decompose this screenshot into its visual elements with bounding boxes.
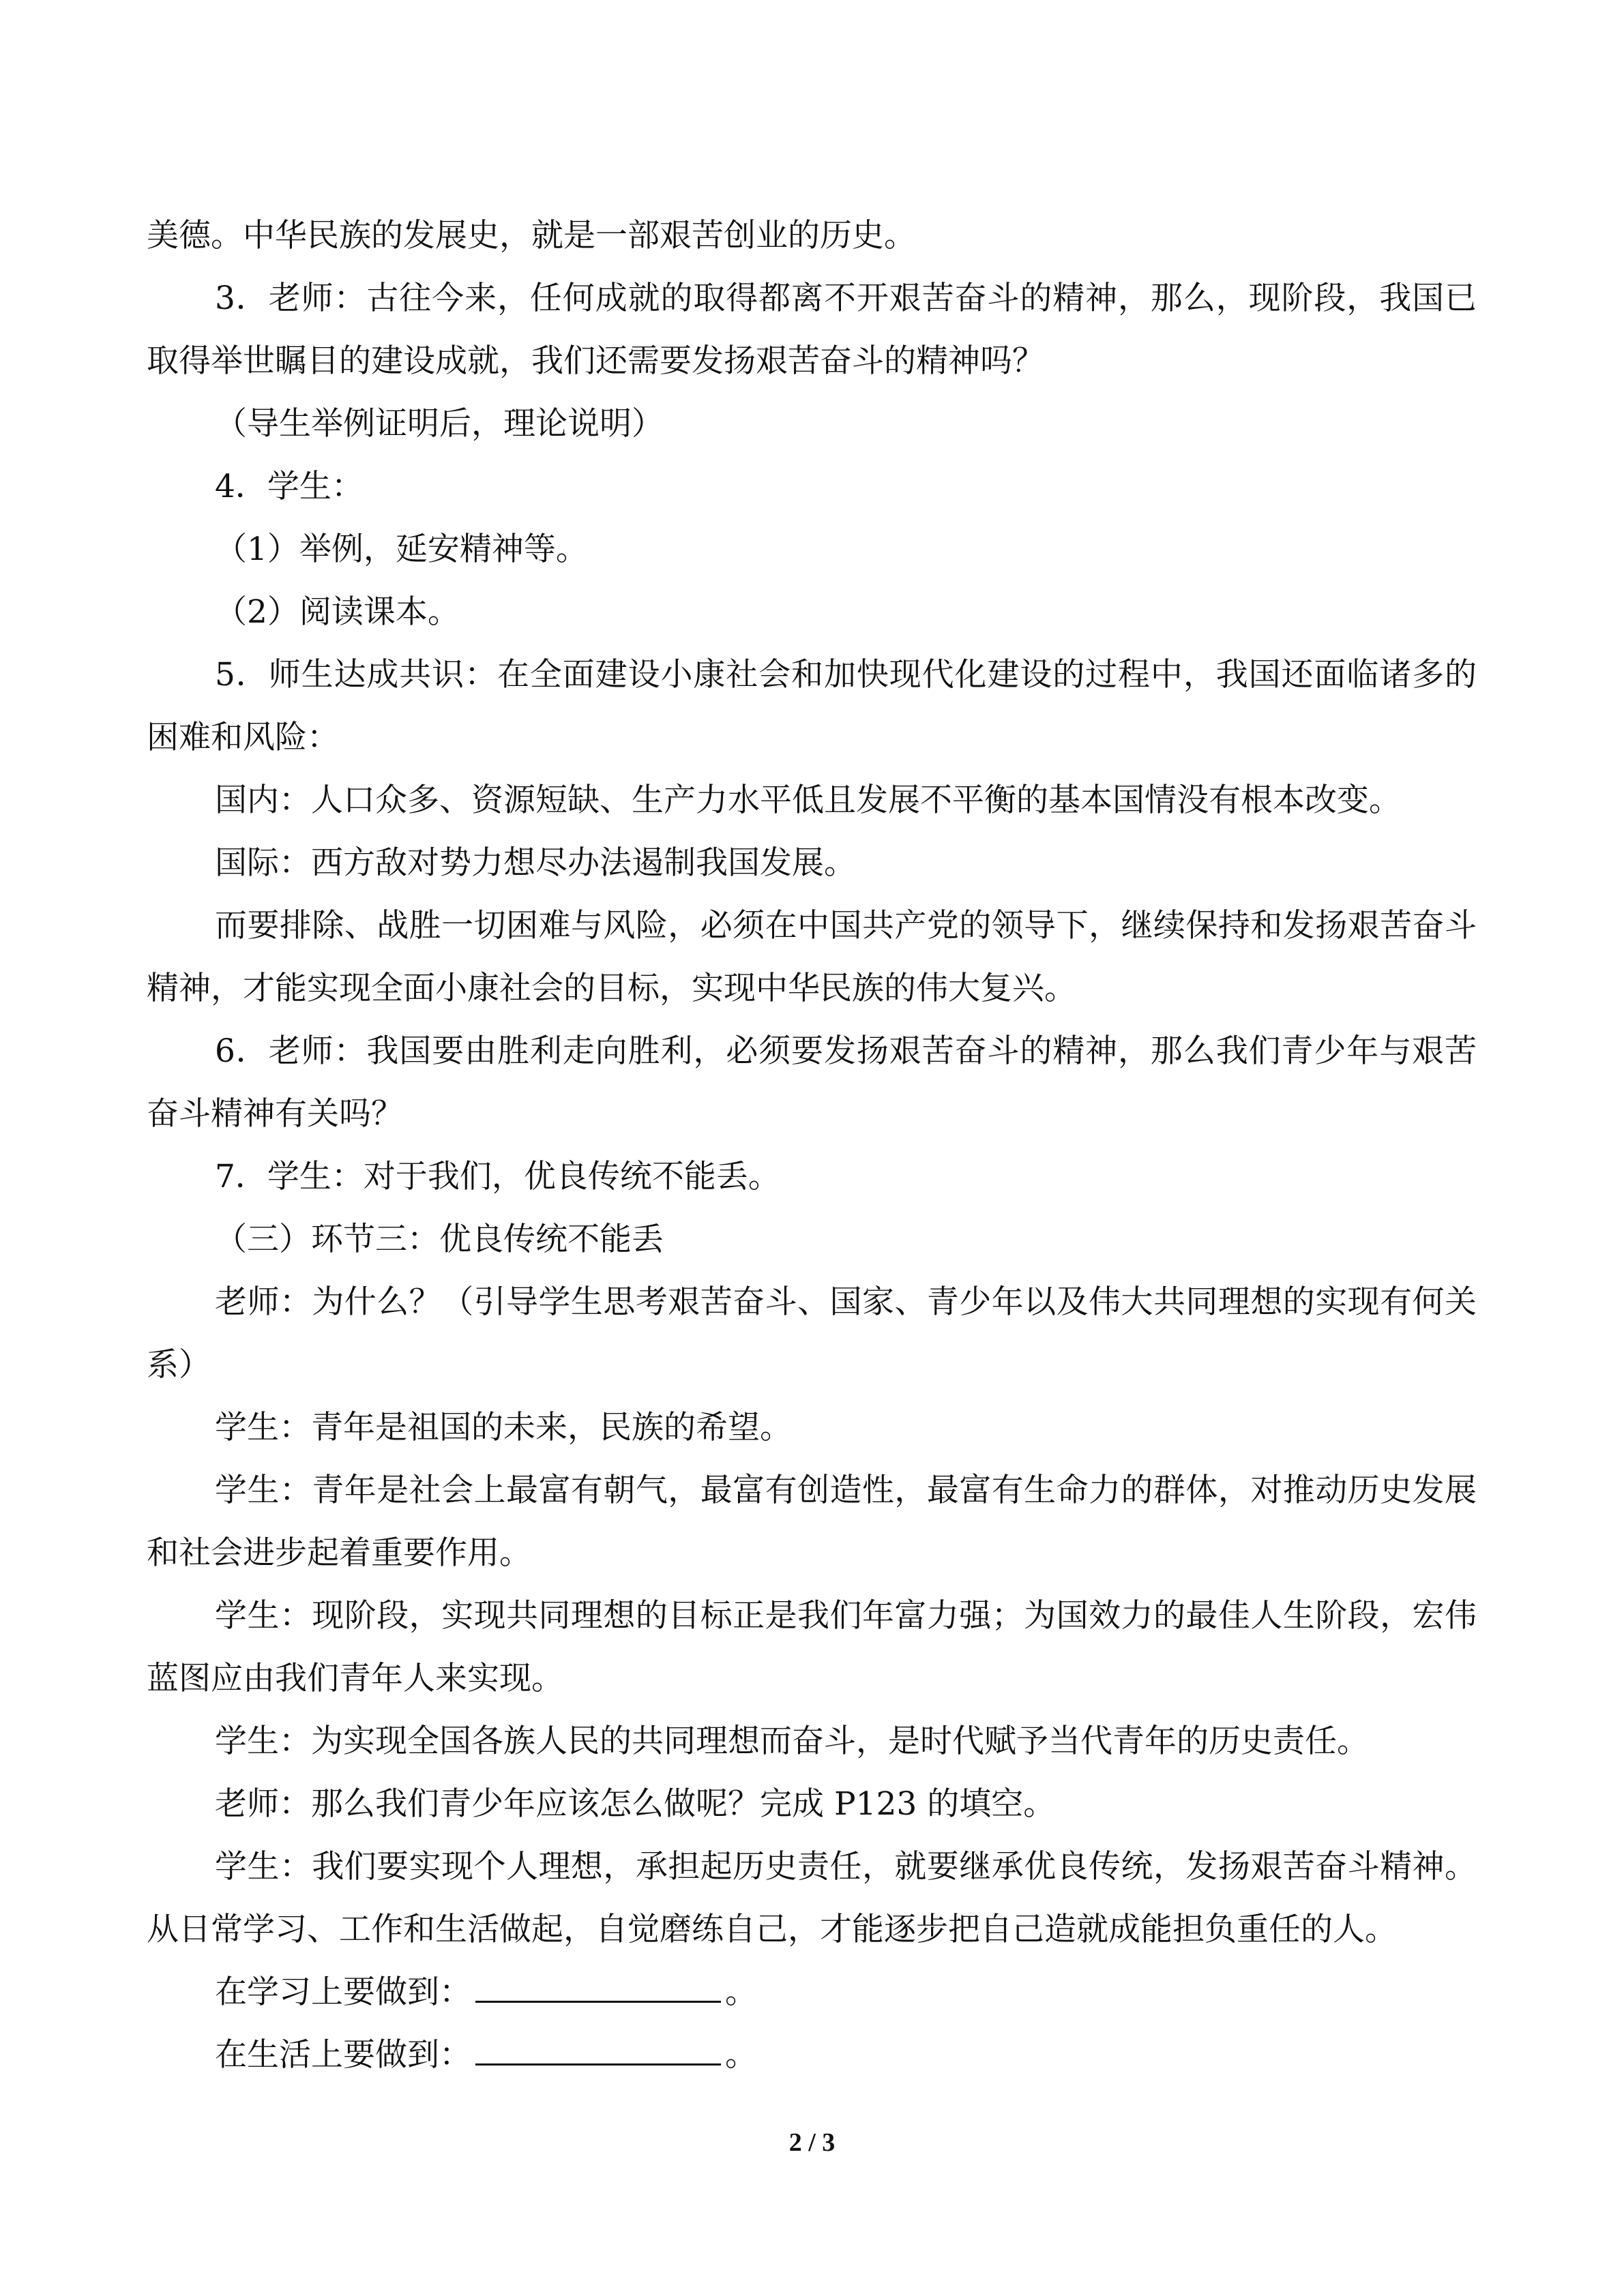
fill-in-life-suffix: 。 bbox=[725, 2036, 757, 2074]
paragraph-5: （1）举例，延安精神等。 bbox=[215, 531, 588, 568]
paragraph-18: 学生：为实现全国各族人民的共同理想而奋斗，是时代赋予当代青年的历史责任。 bbox=[215, 1723, 1369, 1760]
fill-in-study bbox=[147, 1961, 1477, 2024]
fill-in-study-prefix: 在学习上要做到： bbox=[215, 1973, 471, 2011]
fill-in-life-blank[interactable] bbox=[475, 2036, 721, 2066]
paragraph-19: 老师：那么我们青少年应该怎么做呢？完成 P123 的填空。 bbox=[215, 1785, 1056, 1823]
fill-in-life bbox=[147, 2024, 1477, 2087]
paragraph-8: 国内：人口众多、资源短缺、生产力水平低且发展不平衡的基本国情没有根本改变。 bbox=[215, 781, 1401, 819]
fill-in-study-suffix: 。 bbox=[725, 1973, 757, 2011]
fill-in-study-blank[interactable] bbox=[475, 1973, 721, 2003]
document-body bbox=[147, 205, 1477, 2087]
paragraph-17: 学生：现阶段，实现共同理想的目标正是我们年富力强；为国效力的最佳人生阶段，宏伟蓝图应由我们青年人来实现。 bbox=[147, 1597, 1477, 1697]
paragraph-7: 5．师生达成共识：在全面建设小康社会和加快现代化建设的过程中，我国还面临诸多的困难和风险： bbox=[147, 656, 1477, 756]
fill-in-life-prefix: 在生活上要做到： bbox=[215, 2036, 471, 2074]
paragraph-2: 3．老师：古往今来，任何成就的取得都离不开艰苦奋斗的精神，那么，现阶段，我国已取得举世瞩目的建设成就，我们还需要发扬艰苦奋斗的精神吗？ bbox=[147, 280, 1477, 380]
paragraph-11: 6．老师：我国要由胜利走向胜利，必须要发扬艰苦奋斗的精神，那么我们青少年与艰苦奋斗精神有关吗？ bbox=[147, 1032, 1477, 1133]
paragraph-15: 学生：青年是祖国的未来，民族的希望。 bbox=[215, 1409, 792, 1446]
paragraph-20: 学生：我们要实现个人理想，承担起历史责任，就要继承优良传统，发扬艰苦奋斗精神。从日常学习、工作和生活做起，自觉磨练自己，才能逐步把自己造就成能担负重任的人。 bbox=[147, 1848, 1477, 1948]
paragraph-3: （导生举例证明后，理论说明） bbox=[215, 405, 664, 443]
paragraph-4: 4．学生： bbox=[215, 468, 364, 505]
page-number: 2 / 3 bbox=[788, 2128, 836, 2157]
paragraph-12: 7．学生：对于我们，优良传统不能丢。 bbox=[215, 1158, 780, 1195]
paragraph-10: 而要排除、战胜一切困难与风险，必须在中国共产党的领导下，继续保持和发扬艰苦奋斗精神，才能实现全面小康社会的目标，实现中华民族的伟大复兴。 bbox=[147, 907, 1477, 1007]
paragraph-9: 国际：西方敌对势力想尽办法遏制我国发展。 bbox=[215, 844, 856, 882]
paragraph-1: 美德。中华民族的发展史，就是一部艰苦创业的历史。 bbox=[147, 217, 916, 254]
paragraph-16: 学生：青年是社会上最富有朝气，最富有创造性，最富有生命力的群体，对推动历史发展和社会进步起着重要作用。 bbox=[147, 1472, 1477, 1572]
paragraph-13: （三）环节三：优良传统不能丢 bbox=[215, 1221, 664, 1258]
paragraph-6: （2）阅读课本。 bbox=[215, 593, 460, 631]
paragraph-14: 老师：为什么？（引导学生思考艰苦奋斗、国家、青少年以及伟大共同理想的实现有何关系） bbox=[147, 1283, 1477, 1384]
